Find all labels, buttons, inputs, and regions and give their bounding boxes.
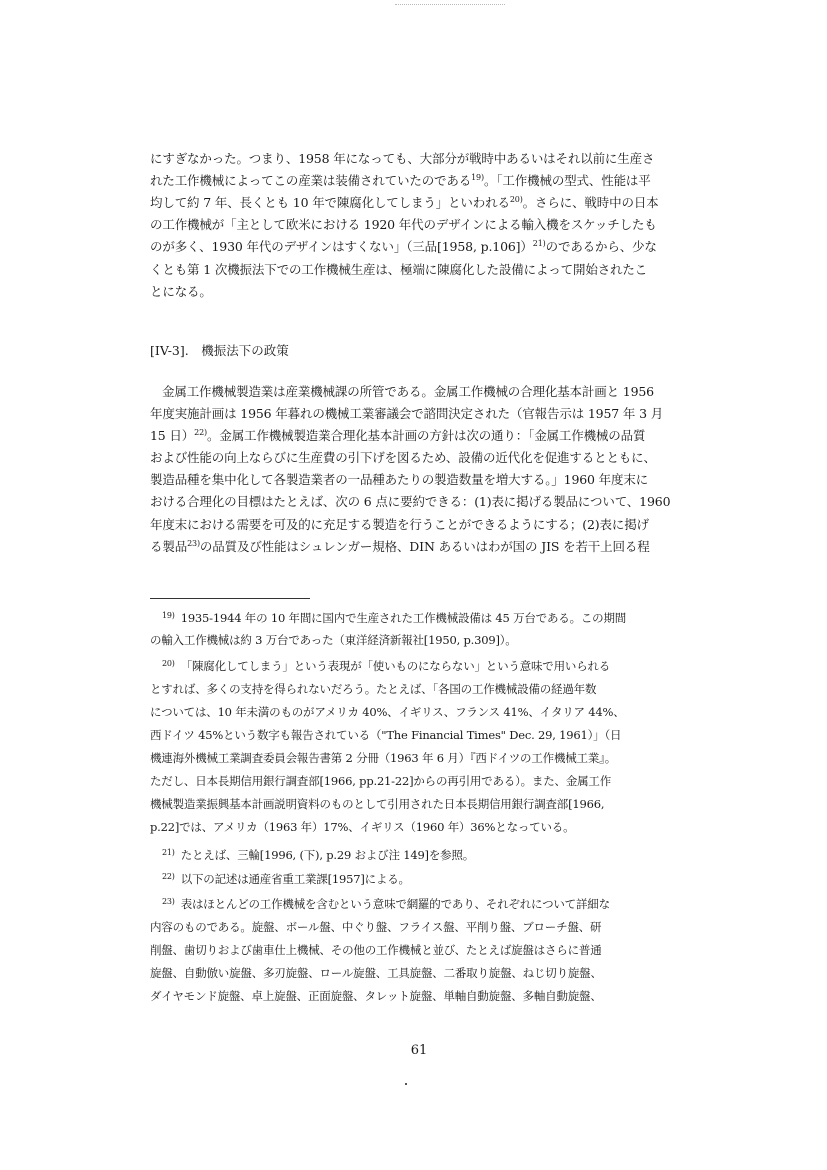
footnote-23: $^{23)}$ 表はほとんどの工作機械を含むという意味で網羅的であり、それぞれについて詳細な xyxy=(162,897,610,911)
body-line: 年度末における需要を可及的に充足する製造を行うことができるようにする；(2)表に掲げ xyxy=(150,517,649,532)
footnote-line: については、10 年未満のものがアメリカ 40%、イギリス、フランス 41%、イタリア 44%、 xyxy=(150,705,625,719)
footnote-line: ただし、日本長期信用銀行調査部[1966, pp.21-22]からの再引用である）。また、金属工作 xyxy=(150,774,612,788)
body-line: 年度実施計画は 1956 年暮れの機械工業審議会で諮問決定された（官報告示は 1957 年 3 月 xyxy=(150,406,664,421)
body-line: くとも第 1 次機振法下での工作機械生産は、極端に陳腐化した設備によって開始されたこ xyxy=(150,262,648,277)
scan-artifact xyxy=(395,4,505,8)
footnote-separator xyxy=(150,598,310,599)
footnote-line: p.22]では、アメリカ（1963 年）17%、イギリス（1960 年）36%となっている。 xyxy=(150,820,575,834)
footnote-22: $^{22)}$ 以下の記述は通産省重工業課[1957]による。 xyxy=(162,872,410,886)
body-line: および性能の向上ならびに生産費の引下げを図るため、設備の近代化を促進するとともに、 xyxy=(150,450,656,465)
footnote-line: 機連海外機械工業調査委員会報告書第 2 分冊（1963 年 6 月）『西ドイツの工作機械工業』。 xyxy=(150,751,616,765)
body-line: 製造品種を集中化して各製造業者の一品種あたりの製造数量を増大する。」1960 年度末に xyxy=(150,472,649,487)
footnote-line: 旋盤、自動倣い旋盤、多刃旋盤、ロール旋盤、工具旋盤、二番取り旋盤、ねじ切り旋盤、 xyxy=(150,966,602,980)
footnote-line: ダイヤモンド旋盤、卓上旋盤、正面旋盤、タレット旋盤、単軸自動旋盤、多軸自動旋盤、 xyxy=(150,989,602,1003)
footnote-line: 削盤、歯切りおよび歯車仕上機械、その他の工作機械と並び、たとえば旋盤はさらに普通 xyxy=(150,943,602,957)
body-line: れた工作機械によってこの産業は装備されていたのである$^{19)}$。「工作機械の型式、性能は平 xyxy=(150,173,651,188)
footnote-line: の輸入工作機械は約 3 万台であった（東洋経済新報社[1950, p.309]）。 xyxy=(150,633,517,647)
footnote-20: $^{20)}$ 「陳腐化してしまう」という表現が「使いものにならない」という意味で用いられる xyxy=(162,659,611,673)
body-line: の工作機械が「主として欧米における 1920 年代のデザインによる輸入機をスケッチしたも xyxy=(150,217,657,232)
footnote-line: とすれば、多くの支持を得られないだろう。たとえば、「各国の工作機械設備の経過年数 xyxy=(150,682,597,696)
page-number: 61 xyxy=(410,1043,428,1058)
body-line: 15 日）$^{22)}$。金属工作機械製造業合理化基本計画の方針は次の通り：「金属工作機械の品質 xyxy=(150,428,646,443)
footnote-ref-19: 19) xyxy=(471,173,484,182)
body-line: のが多く、1930 年代のデザインはすくない」（三品[1958, p.106]）$^{21)}$のであるから、少な xyxy=(150,239,657,254)
body-line: とになる。 xyxy=(150,284,212,299)
footnote-ref-20: 20) xyxy=(509,195,523,204)
scan-artifact xyxy=(405,1083,407,1085)
footnote-line: 西ドイツ 45%という数字も報告されている（"The Financial Times" Dec. 29, 1961）」（日 xyxy=(150,728,622,742)
footnote-19: $^{19)}$ 1935-1944 年の 10 年間に国内で生産された工作機械設備は 45 万台である。この期間 xyxy=(162,611,627,625)
body-line: る製品$^{23)}$の品質及び性能はシュレンガー規格、DIN あるいはわが国の JIS を若干上回る程 xyxy=(150,539,650,554)
footnote-line: 機械製造業振興基本計画説明資料のものとして引用された日本長期信用銀行調査部[1966, xyxy=(150,797,605,811)
footnote-ref-21: 21) xyxy=(532,239,546,248)
body-line: にすぎなかった。つまり、1958 年になっても、大部分が戦時中あるいはそれ以前に生産さ xyxy=(150,151,655,166)
footnote-line: 内容のものである。旋盤、ボール盤、中ぐり盤、フライス盤、平削り盤、ブローチ盤、研 xyxy=(150,920,602,934)
body-line: おける合理化の目標はたとえば、次の 6 点に要約できる：(1)表に掲げる製品について、1960 xyxy=(150,494,671,509)
footnote-ref-22: 22) xyxy=(194,428,207,437)
section-heading: [IV-3]. 機振法下の政策 xyxy=(150,343,289,358)
body-line: 金属工作機械製造業は産業機械課の所管である。金属工作機械の合理化基本計画と 1956 xyxy=(162,384,654,399)
body-line: 均して約 7 年、長くとも 10 年で陳腐化してしまう」といわれる$^{20)}$。さらに、戦時中の日本 xyxy=(150,195,659,210)
footnote-ref-23: 23) xyxy=(187,539,200,548)
footnote-21: $^{21)}$ たとえば、三輪[1996, (下), p.29 および注 149]を参照。 xyxy=(162,848,475,862)
